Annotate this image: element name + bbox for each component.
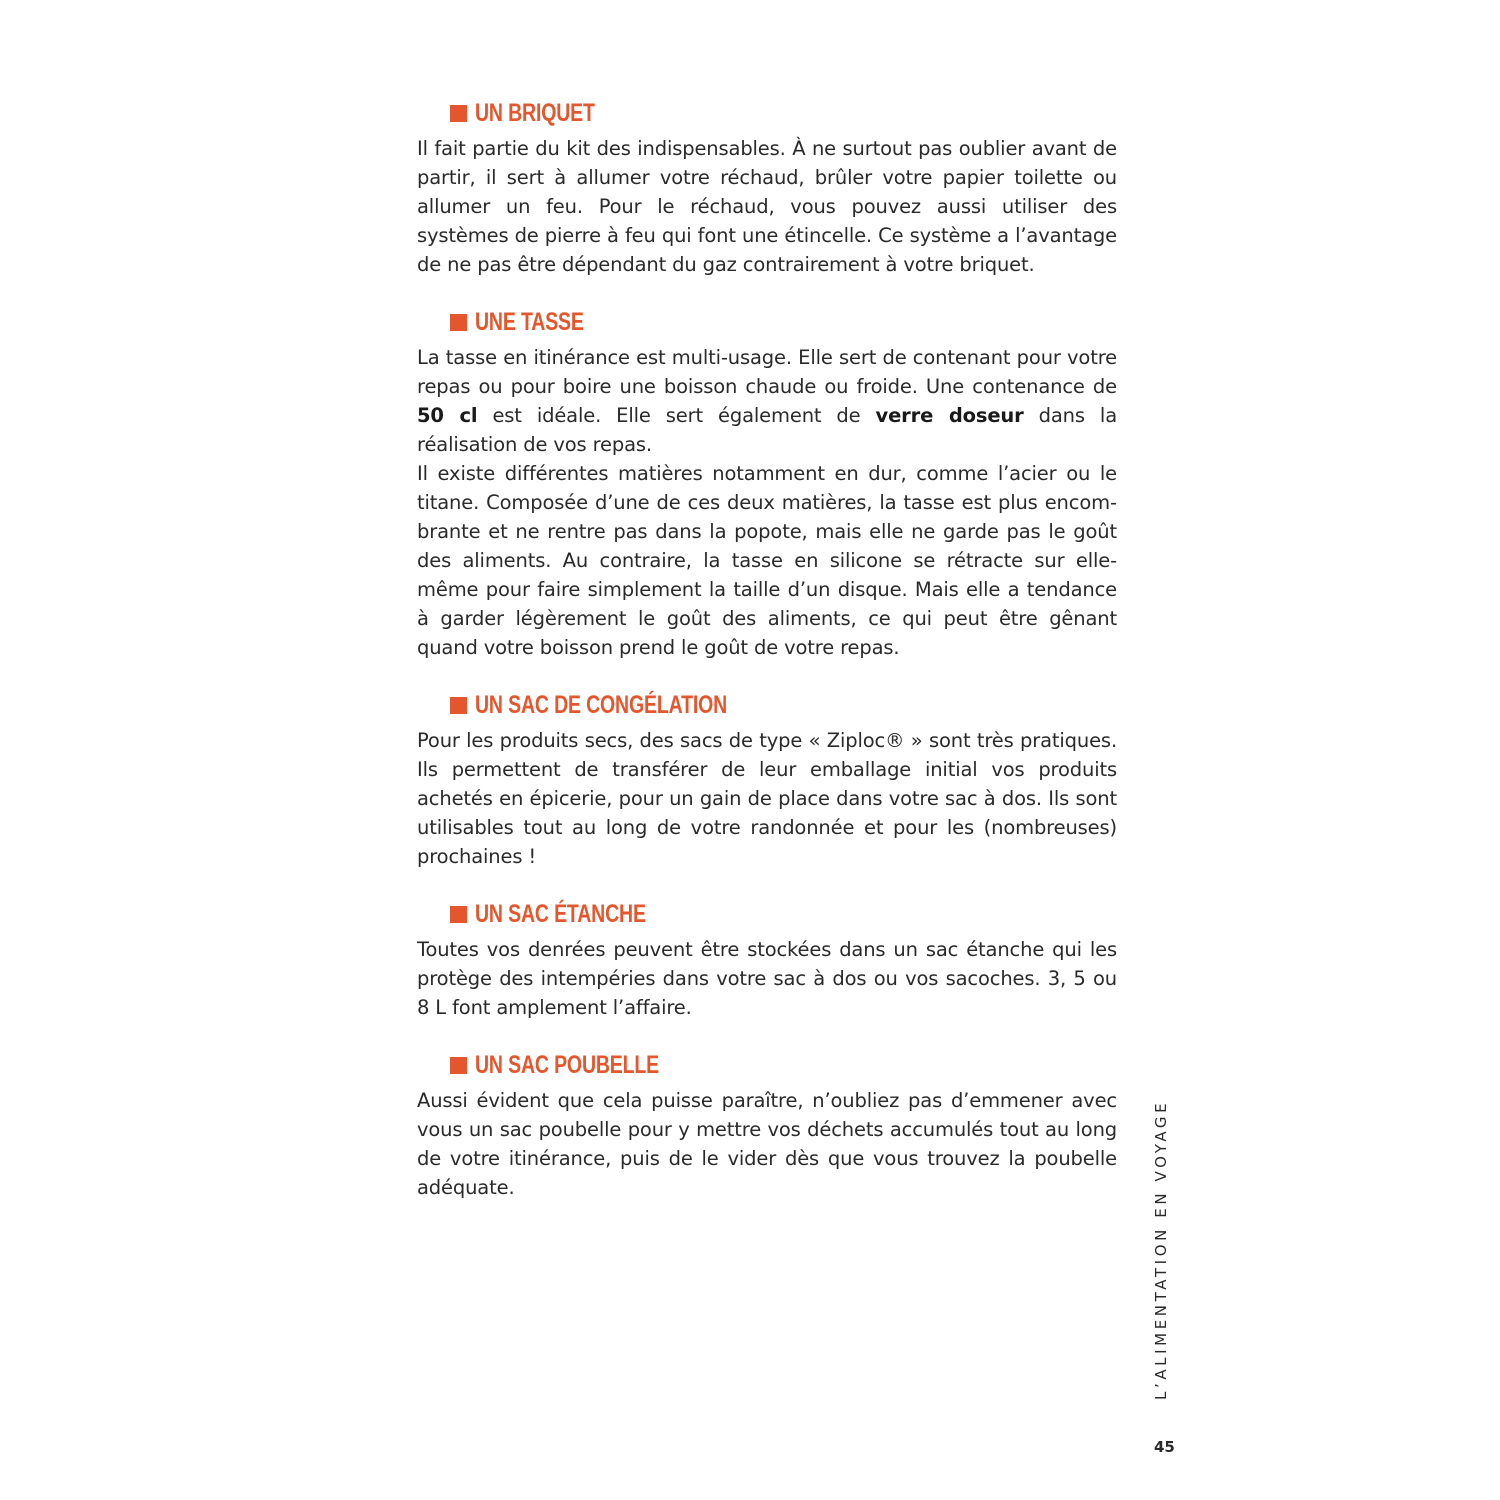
body-paragraph — [417, 134, 1117, 279]
emphasized-text: 50 cl — [417, 404, 478, 427]
section-heading-text: UN SAC DE CONGÉLATION — [475, 690, 728, 719]
section-heading-text: UN BRIQUET — [475, 98, 595, 127]
section-heading-text: UN SAC ÉTANCHE — [475, 899, 646, 928]
square-bullet-icon — [450, 105, 467, 122]
body-text: La tasse en itinérance est multi-usage. Elle sert de contenant pour votre repas ou pour boire une boisson chaude ou froide. Une contenance de — [417, 346, 1117, 398]
section — [417, 897, 1117, 1022]
body-paragraph — [417, 726, 1117, 871]
body-paragraph — [417, 459, 1117, 662]
square-bullet-icon — [450, 906, 467, 923]
section — [417, 1048, 1117, 1202]
body-text: Pour les produits secs, des sacs de type « Ziploc® » sont très pratiques. Ils permettent de transférer de leur emballage initial vos produits achetés en épicerie, pour un gain de place dans votre sac à dos. Ils sont utilisables tout au long de votre randonnée et pour les (nombreuses) prochaines ! — [417, 729, 1117, 868]
section-heading-text: UNE TASSE — [475, 307, 584, 336]
square-bullet-icon — [450, 314, 467, 331]
body-text: est idéale. Elle sert également de — [477, 404, 876, 427]
section-heading-text: UN SAC POUBELLE — [475, 1050, 660, 1079]
body-paragraph — [417, 1086, 1117, 1202]
body-text: dans la réalisation de vos repas. — [417, 404, 1117, 456]
section-heading — [450, 96, 1117, 130]
section-heading — [450, 305, 1117, 339]
chapter-side-title: L’ALIMENTATION EN VOYAGE — [1152, 1099, 1170, 1400]
section-heading — [450, 1048, 1117, 1082]
section — [417, 688, 1117, 871]
body-text: Il fait partie du kit des indispensables. À ne surtout pas oublier avant de partir, il sert à allumer votre réchaud, brûler votre papier toilette ou allumer un feu. Pour le réchaud, vous pouvez aussi utiliser des systèmes de pierre à feu qui font une étincelle. Ce système a l’avantage de ne pas être dépendant du gaz contrairement à votre briquet. — [417, 137, 1117, 276]
body-text: Aussi évident que cela puisse paraître, n’oubliez pas d’emmener avec vous un sac poubelle pour y mettre vos déchets accumulés tout au long de votre itinérance, puis de le vider dès que vous trouvez la poubelle adéquate. — [417, 1089, 1117, 1199]
body-text: Toutes vos denrées peuvent être stockées dans un sac étanche qui les protège des intempéries dans votre sac à dos ou vos sacoches. 3, 5 ou 8 L font amplement l’affaire. — [417, 938, 1117, 1019]
body-text: Il existe différentes matières notamment en dur, comme l’acier ou le titane. Composée d’une de ces deux matières, la tasse est plus encombrante et ne rentre pas dans la popote, mais elle ne garde pas le goût des aliments. Au contraire, la tasse en silicone se rétracte sur elle-même pour faire simplement la taille d’un disque. Mais elle a tendance à garder légèrement le goût des aliments, ce qui peut être gênant quand votre boisson prend le goût de votre repas. — [417, 462, 1117, 659]
section — [417, 96, 1117, 279]
section — [417, 305, 1117, 662]
text-column — [417, 96, 1117, 1202]
emphasized-text: verre doseur — [875, 404, 1024, 427]
section-heading — [450, 688, 1117, 722]
body-paragraph — [417, 935, 1117, 1022]
page-number: 45 — [1154, 1438, 1175, 1456]
section-heading — [450, 897, 1117, 931]
square-bullet-icon — [450, 697, 467, 714]
body-paragraph — [417, 343, 1117, 459]
square-bullet-icon — [450, 1057, 467, 1074]
